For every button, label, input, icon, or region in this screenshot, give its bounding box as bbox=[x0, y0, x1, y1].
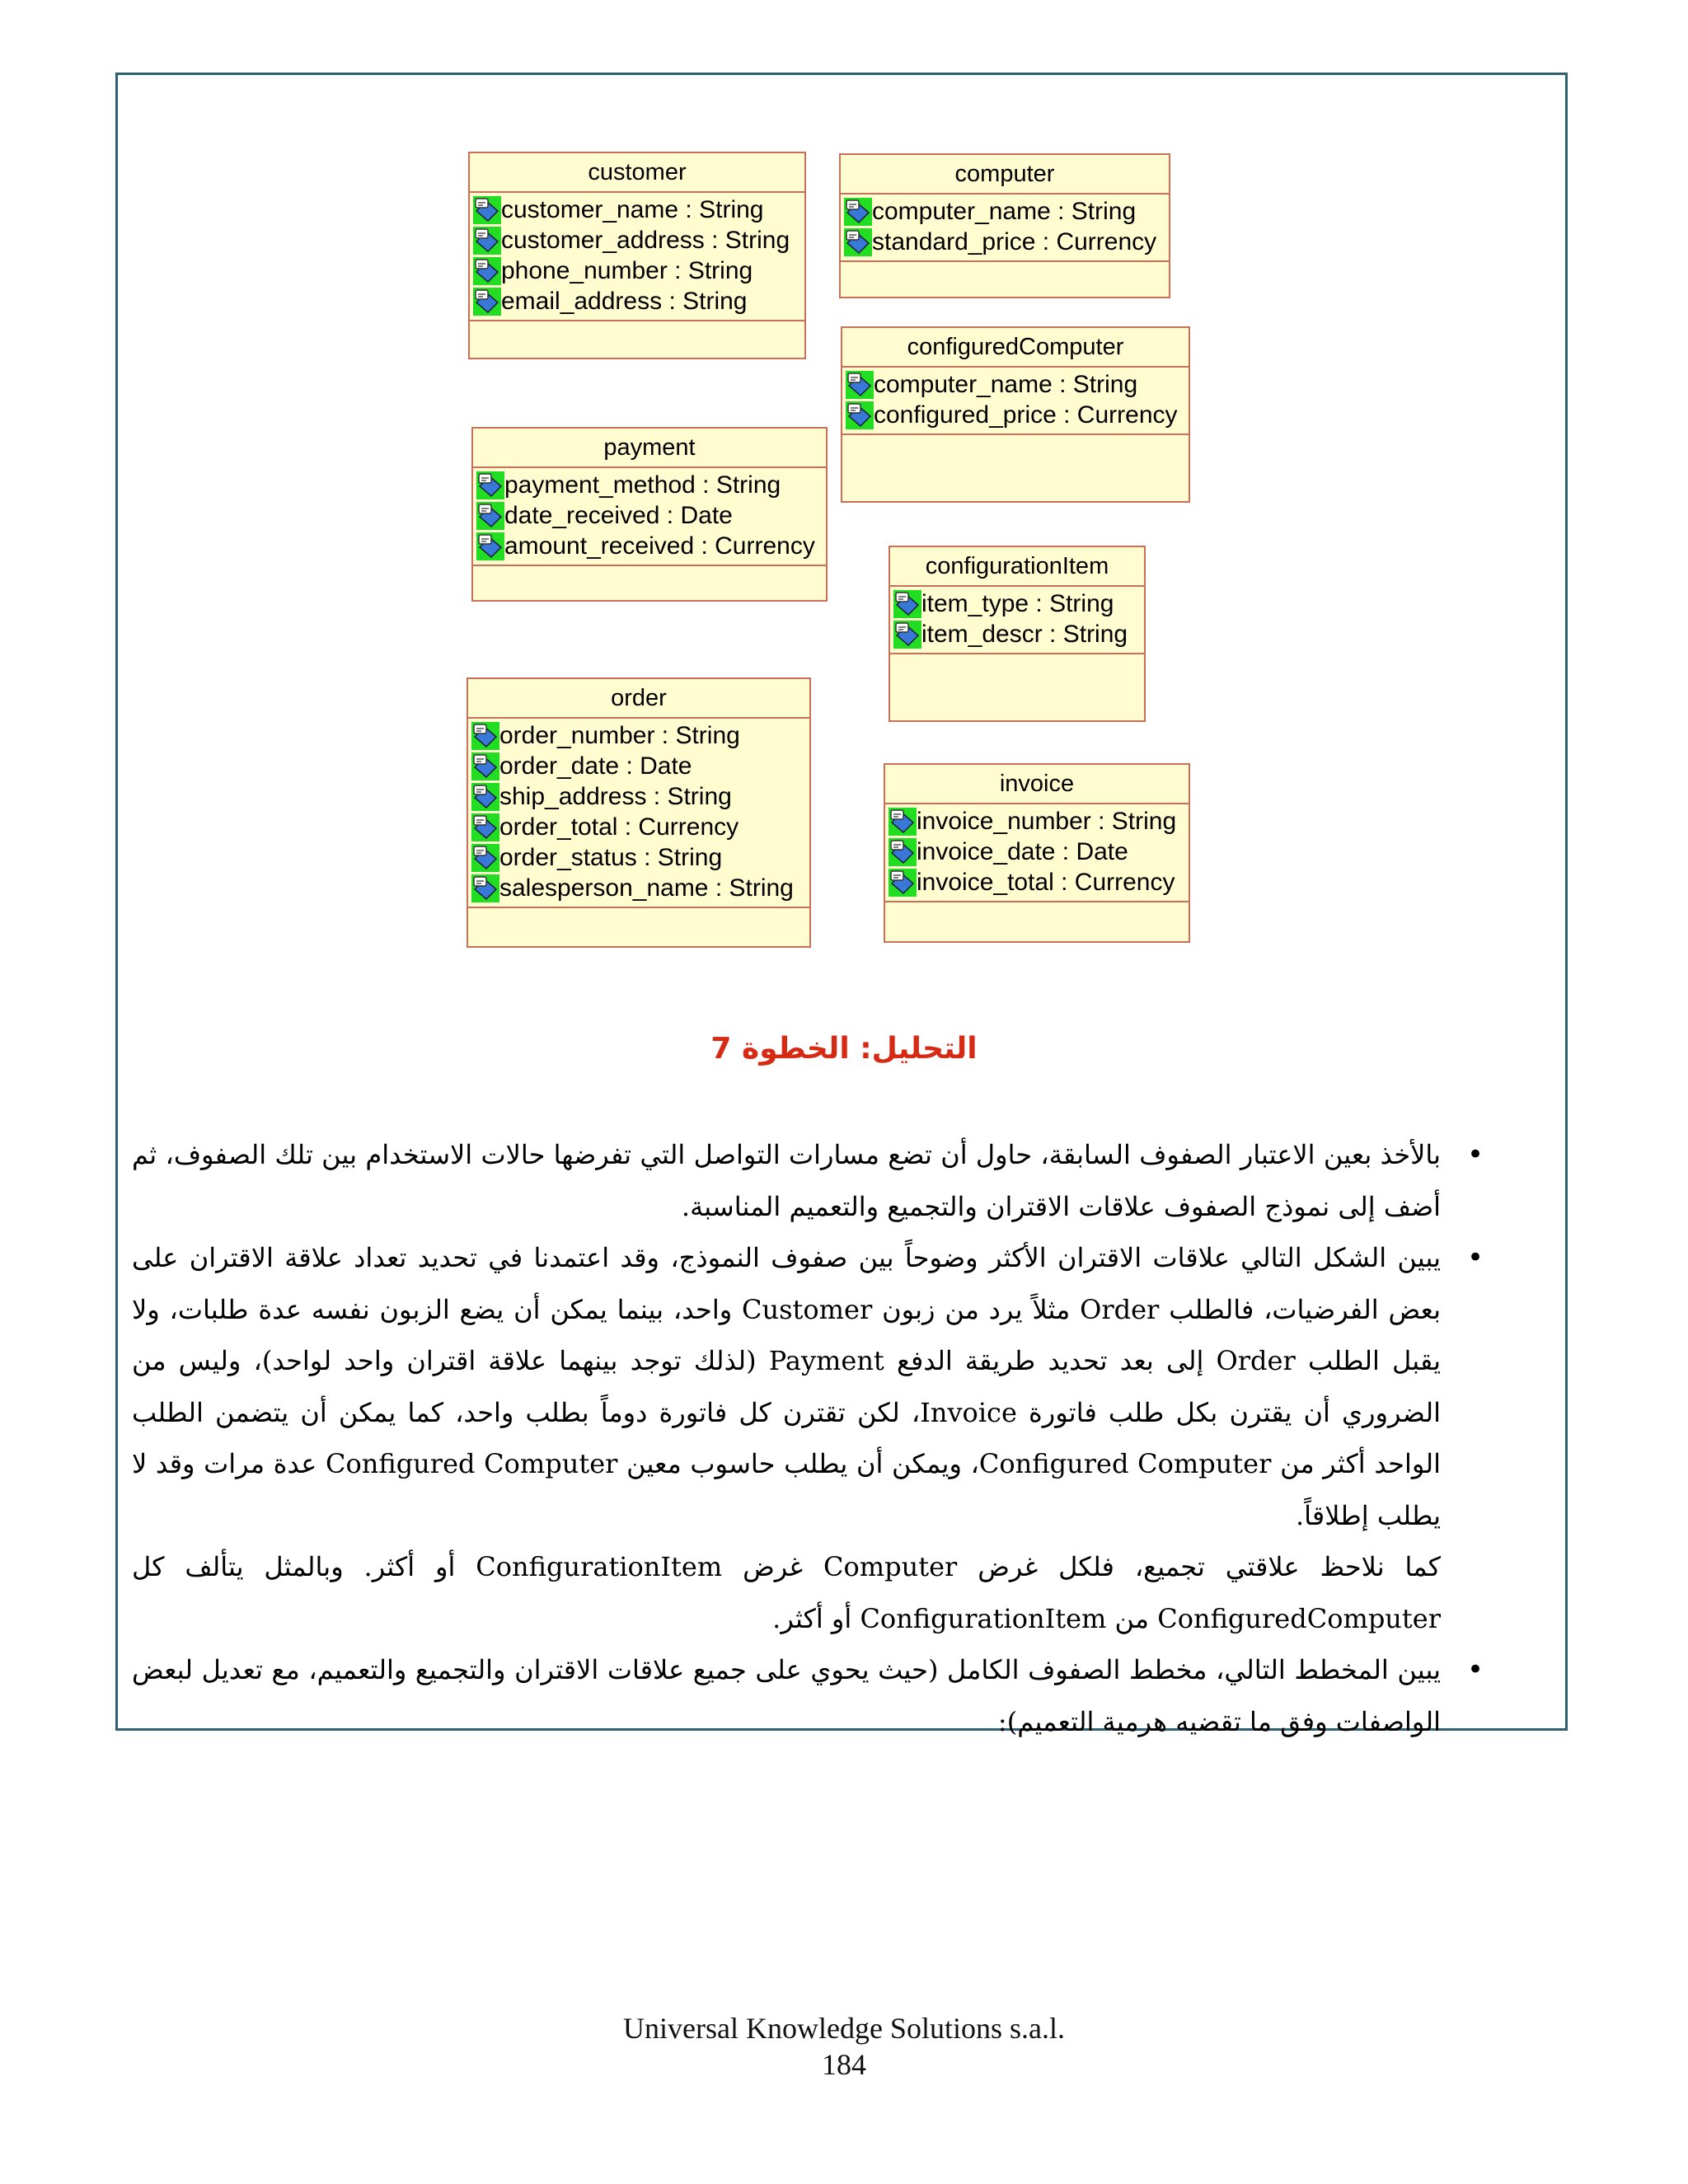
uml-attribute-text: payment_method : String bbox=[504, 471, 781, 499]
uml-attribute bbox=[470, 255, 804, 286]
uml-attribute-list bbox=[890, 587, 1144, 654]
private-attribute-icon bbox=[476, 532, 504, 560]
private-attribute-icon bbox=[473, 257, 501, 285]
private-attribute-icon bbox=[846, 371, 874, 399]
private-attribute-icon bbox=[844, 198, 872, 226]
uml-class-configurationItem bbox=[889, 546, 1146, 722]
private-attribute-icon bbox=[473, 288, 501, 316]
uml-attribute-text: order_status : String bbox=[499, 844, 723, 871]
private-attribute-icon bbox=[476, 502, 504, 530]
bullet-paragraph-2: • يبين الشكل التالي علاقات الاقتران الأكثر وضوحاً بين صفوف النموذج، وقد اعتمدنا في تحديد تعداد علاقة الاقتران على بعض الفرضيات، فالطلب Order مثلاً يرد من زبون Customer واحد، بينما يمكن أن يضع الزبون نفسه عدة طلبات، ولا يقبل الطلب Order إلى بعد تحديد طريقة الدفع Payment (لذلك توجد بينهما علاقة اقتران واحد لواحد)، وليس من الضروري أن يقترن بكل طلب فاتورة Invoice، لكن تقترن كل فاتورة دوماً بطلب واحد، كما يمكن أن يتضمن الطلب الواحد أكثر من Configured Computer، ويمكن أن يطلب حاسوب معين Configured Computer عدة مرات وقد لا يطلب إطلاقاً. bbox=[132, 1232, 1441, 1541]
private-attribute-icon bbox=[889, 808, 917, 836]
uml-attribute bbox=[885, 806, 1189, 837]
uml-attribute bbox=[841, 227, 1169, 257]
uml-attribute bbox=[468, 720, 809, 751]
uml-class-payment bbox=[471, 427, 828, 602]
uml-class-computer bbox=[839, 153, 1170, 298]
uml-attribute-text: invoice_total : Currency bbox=[917, 869, 1175, 896]
uml-class-name: configurationItem bbox=[890, 547, 1144, 587]
bullet-paragraph-3: • يبين المخطط التالي، مخطط الصفوف الكامل (حيث يحوي على جميع علاقات الاقتران والتجميع والتعميم، مع تعديل لبعض الواصفات وفق ما تقضيه هرمية التعميم): bbox=[132, 1644, 1441, 1747]
uml-attribute-text: invoice_number : String bbox=[917, 808, 1177, 835]
uml-attribute bbox=[473, 470, 826, 500]
uml-class-name: customer bbox=[470, 153, 804, 193]
private-attribute-icon bbox=[844, 228, 872, 256]
private-attribute-icon bbox=[889, 838, 917, 866]
uml-attribute-text: invoice_date : Date bbox=[917, 838, 1128, 865]
uml-attribute bbox=[468, 751, 809, 781]
uml-attribute-text: ship_address : String bbox=[499, 783, 732, 810]
private-attribute-icon bbox=[471, 844, 499, 872]
bullet-paragraph-1: • بالأخذ بعين الاعتبار الصفوف السابقة، حاول أن تضع مسارات التواصل التي تفرضها حالات الاستخدام بين تلك الصفوف، ثم أضف إلى نموذج الصفوف علاقات الاقتران والتجميع والتعميم المناسبة. bbox=[132, 1129, 1441, 1232]
paragraph-aggregation: كما نلاحظ علاقتي تجميع، فلكل غرض Computer غرض ConfigurationItem أو أكثر. وبالمثل يتألف كل ConfiguredComputer من ConfigurationItem أو أكثر. bbox=[132, 1551, 1442, 1634]
uml-attribute-text: item_descr : String bbox=[921, 621, 1128, 648]
uml-class-name: computer bbox=[841, 155, 1169, 194]
uml-attribute-text: order_date : Date bbox=[499, 752, 692, 780]
uml-attribute bbox=[473, 500, 826, 531]
uml-attribute bbox=[473, 531, 826, 561]
uml-attribute bbox=[470, 286, 804, 316]
uml-attribute bbox=[842, 400, 1189, 430]
uml-attribute bbox=[885, 867, 1189, 898]
uml-attribute-text: computer_name : String bbox=[874, 371, 1138, 398]
uml-attribute bbox=[470, 225, 804, 255]
private-attribute-icon bbox=[471, 874, 499, 902]
uml-attribute bbox=[468, 781, 809, 812]
uml-attribute bbox=[890, 588, 1144, 619]
uml-attribute bbox=[468, 842, 809, 873]
uml-attribute-text: phone_number : String bbox=[501, 257, 753, 284]
private-attribute-icon bbox=[889, 869, 917, 897]
uml-class-customer bbox=[468, 152, 806, 359]
private-attribute-icon bbox=[471, 722, 499, 750]
uml-class-configuredComputer bbox=[841, 326, 1190, 503]
uml-attribute-text: order_total : Currency bbox=[499, 813, 739, 841]
footer-page-number: 184 bbox=[822, 2048, 866, 2081]
uml-class-order bbox=[467, 677, 811, 948]
uml-attribute bbox=[842, 369, 1189, 400]
uml-class-name: order bbox=[468, 679, 809, 719]
section-heading: التحليل: الخطوة 7 bbox=[710, 1032, 978, 1066]
uml-attribute bbox=[885, 837, 1189, 867]
footer-company: Universal Knowledge Solutions s.a.l. bbox=[623, 2012, 1065, 2045]
uml-attribute-text: standard_price : Currency bbox=[872, 228, 1157, 255]
uml-attribute-text: customer_name : String bbox=[501, 196, 764, 223]
uml-attribute bbox=[841, 196, 1169, 227]
uml-attribute-list bbox=[473, 468, 826, 566]
uml-attribute-list bbox=[468, 719, 809, 908]
uml-class-name: payment bbox=[473, 429, 826, 468]
uml-attribute-text: configured_price : Currency bbox=[874, 401, 1178, 429]
uml-attribute-text: amount_received : Currency bbox=[504, 532, 815, 560]
uml-attribute-text: item_type : String bbox=[921, 590, 1114, 617]
uml-attribute-text: order_number : String bbox=[499, 722, 740, 749]
uml-attribute-text: computer_name : String bbox=[872, 198, 1137, 225]
uml-class-name: invoice bbox=[885, 765, 1189, 804]
private-attribute-icon bbox=[893, 590, 921, 618]
uml-attribute-list bbox=[841, 194, 1169, 262]
uml-attribute-list bbox=[842, 368, 1189, 435]
uml-attribute-list bbox=[470, 193, 804, 321]
uml-attribute-list bbox=[885, 804, 1189, 902]
private-attribute-icon bbox=[471, 752, 499, 780]
private-attribute-icon bbox=[473, 227, 501, 255]
private-attribute-icon bbox=[893, 621, 921, 649]
uml-class-name: configuredComputer bbox=[842, 328, 1189, 368]
uml-attribute bbox=[890, 619, 1144, 649]
uml-attribute-text: email_address : String bbox=[501, 288, 748, 315]
uml-attribute-text: date_received : Date bbox=[504, 502, 733, 529]
uml-attribute-text: salesperson_name : String bbox=[499, 874, 794, 902]
private-attribute-icon bbox=[471, 813, 499, 841]
private-attribute-icon bbox=[471, 783, 499, 811]
body-text bbox=[132, 1129, 1441, 1747]
uml-attribute bbox=[470, 194, 804, 225]
uml-class-invoice bbox=[884, 763, 1190, 943]
private-attribute-icon bbox=[473, 196, 501, 224]
private-attribute-icon bbox=[846, 401, 874, 429]
private-attribute-icon bbox=[476, 471, 504, 499]
uml-attribute bbox=[468, 812, 809, 842]
uml-attribute-text: customer_address : String bbox=[501, 227, 790, 254]
uml-attribute bbox=[468, 873, 809, 903]
